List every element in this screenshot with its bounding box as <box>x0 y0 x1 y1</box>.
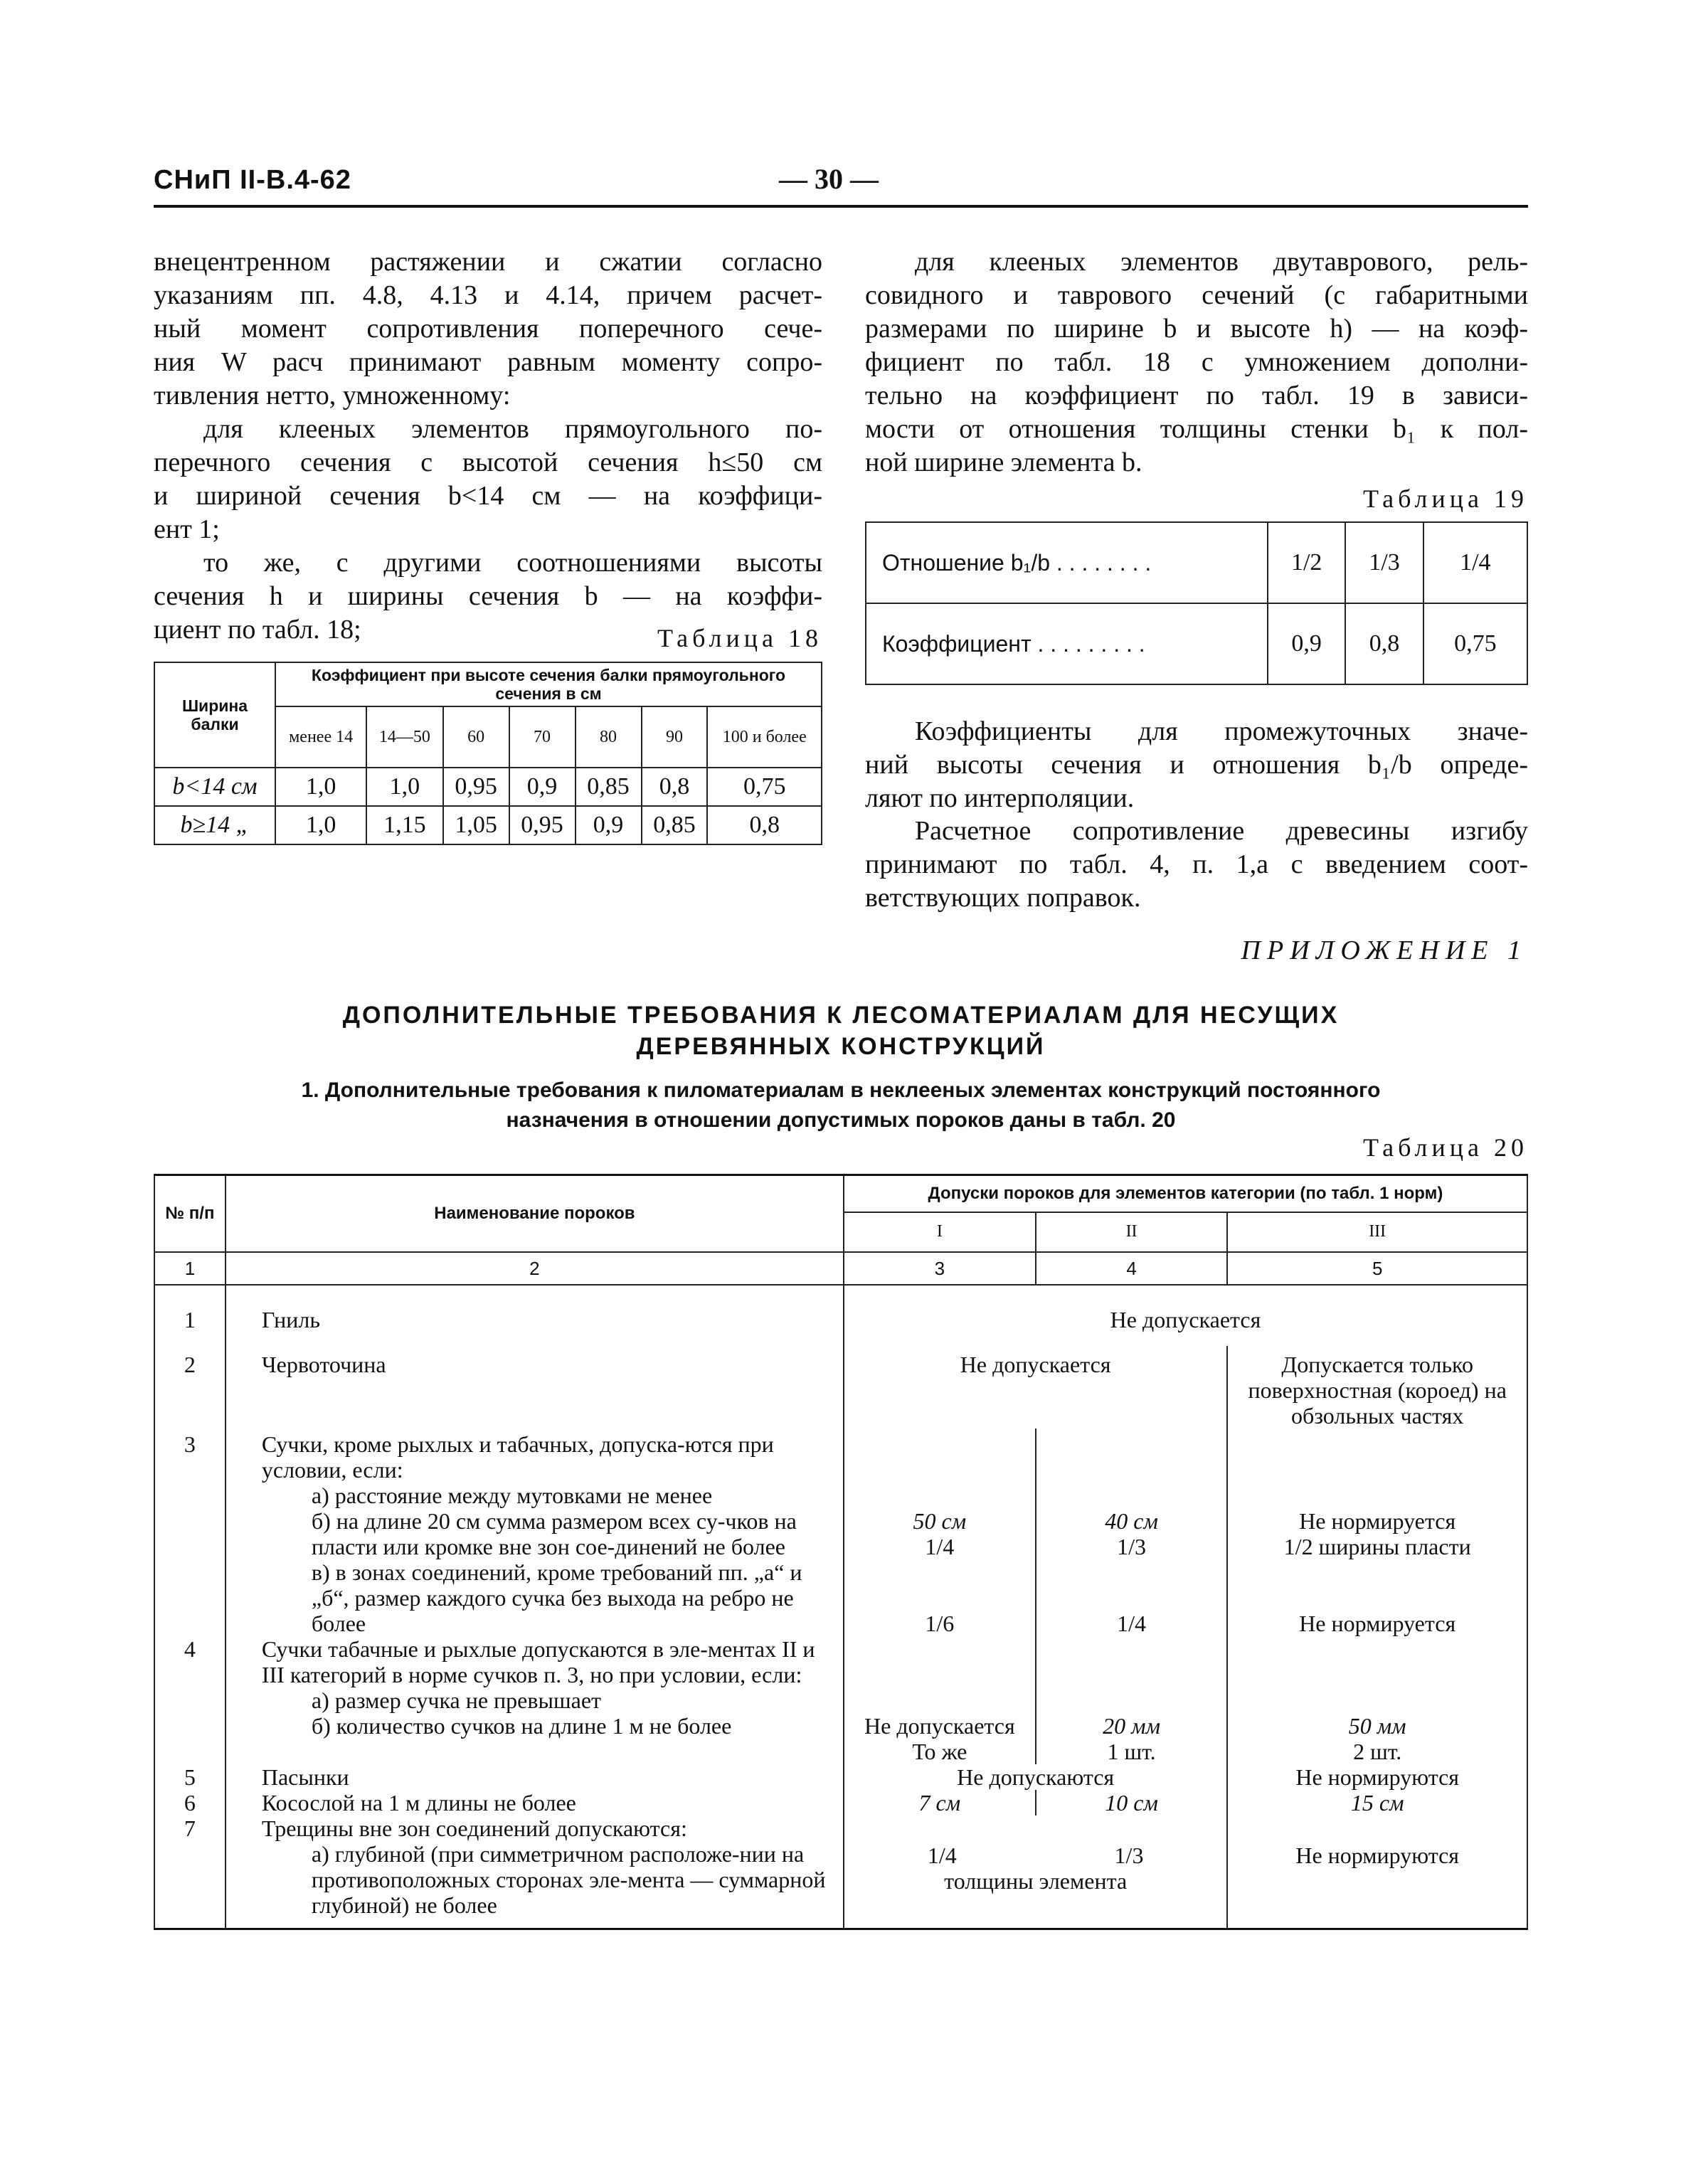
table20-subitem: а) размер сучка не превышает <box>311 1687 601 1713</box>
text-line: ветствующих поправок. <box>865 883 1141 913</box>
table20-cat2-values <box>1036 1428 1228 1636</box>
table-20 <box>154 1174 1528 1930</box>
left-paragraph-1 <box>154 245 822 413</box>
table20-cell: 1/4 <box>1117 1610 1146 1636</box>
table19-row-label: Отношение b₁/b . . . . . . . . <box>866 522 1268 603</box>
right-paragraph-1 <box>865 245 1528 479</box>
table20-row-num: 6 <box>154 1790 226 1815</box>
table20-row-name: Трещины вне зон соединений допускаются: <box>261 1815 687 1841</box>
table20-cell: 50 см <box>913 1507 967 1534</box>
table18-cell: 0,9 <box>576 806 642 844</box>
table20-cell: Допускается только поверхностная (короед) на обзольных частях <box>1227 1346 1527 1428</box>
table20-row-num: 4 <box>154 1636 226 1764</box>
table20-cell: 1/3 <box>1117 1533 1146 1559</box>
table18-cell: 0,9 <box>509 768 576 806</box>
table19-caption: Таблица 19 <box>1363 484 1528 513</box>
text-line: указаниям пп. 4.8, 4.13 и 4.14, причем расчет- <box>154 280 822 310</box>
table20-cell: Не допускается <box>844 1346 1227 1428</box>
table20-caption: Таблица 20 <box>1363 1133 1528 1162</box>
table20-row-7 <box>226 1815 844 1929</box>
table20-cell: 1/4 <box>927 1842 957 1868</box>
table20-index: 4 <box>1036 1252 1228 1285</box>
table20-row-name: Косослой на 1 м длины не более <box>226 1790 844 1815</box>
table20-row-4 <box>226 1636 844 1764</box>
text-line: и шириной сечения b<14 см — на коэффици- <box>154 481 822 511</box>
table20-name-header: Наименование пороков <box>226 1175 844 1252</box>
header-rule <box>154 205 1528 208</box>
table20-row-num: 1 <box>154 1285 226 1346</box>
page-number: — 30 — <box>779 163 879 195</box>
table20-index: 3 <box>844 1252 1036 1285</box>
table20-cell: 50 мм <box>1348 1712 1406 1739</box>
right-paragraph-2 <box>865 715 1528 815</box>
table20-row-3 <box>226 1428 844 1636</box>
table20-cell: 1/6 <box>925 1610 955 1636</box>
table19-cell: 0,8 <box>1345 603 1423 684</box>
table18-caption: Таблица 18 <box>657 624 822 652</box>
text-line: размерами по ширине b и высоте h) — на коэф- <box>865 314 1528 344</box>
text-line: ний высоты сечения и отношения b₁/b опреде- <box>865 750 1528 780</box>
table18-cell: 0,75 <box>707 768 822 806</box>
table18-cell: 0,85 <box>642 806 708 844</box>
table18-row-label: b≥14 „ <box>154 806 275 844</box>
table19-cell: 0,9 <box>1268 603 1345 684</box>
table20-index: 1 <box>154 1252 226 1285</box>
text-line: внецентренном растяжении и сжатии согласно <box>154 247 822 277</box>
text-line: ной ширине элемента b. <box>865 447 1142 477</box>
text-line: фициент по табл. 18 с умножением дополни- <box>865 347 1528 377</box>
table20-cell: 1/4 <box>925 1533 955 1559</box>
table20-cat3-values <box>1227 1428 1527 1636</box>
table18-cell: 1,05 <box>443 806 509 844</box>
table19-cell: 1/3 <box>1345 522 1423 603</box>
appendix-title <box>154 1000 1528 1062</box>
table20-subitem: а) глубиной (при симметричном расположе-нии на противоположных сторонах эле-мента — суммарной глубиной) не более <box>311 1840 826 1918</box>
table20-pair <box>849 1843 1222 1868</box>
table20-cat12-values <box>844 1815 1227 1929</box>
table20-index: 5 <box>1227 1252 1527 1285</box>
table18-height-header: 70 <box>509 706 576 768</box>
text-line: то же, с другими соотношениями высоты <box>203 548 822 578</box>
text-line: тельно на коэффициент по табл. 19 в зависи- <box>865 381 1528 410</box>
table19-row-label: Коэффициент . . . . . . . . . <box>866 603 1268 684</box>
table18-cell: 1,0 <box>275 768 366 806</box>
table20-subitem: а) расстояние между мутовками не менее <box>311 1482 713 1508</box>
table20-cell: Не нормируются <box>1227 1764 1527 1790</box>
table20-cell: Не допускаются <box>844 1764 1227 1790</box>
table19-cell: 0,75 <box>1423 603 1527 684</box>
text-line: Расчетное сопротивление древесины изгибу <box>915 816 1528 846</box>
table20-cat2-header: II <box>1036 1212 1228 1252</box>
text-line: тивления нетто, умноженному: <box>154 381 511 410</box>
document-code: СНиП II-В.4-62 <box>154 165 351 195</box>
text-line: Коэффициенты для промежуточных значе- <box>915 716 1528 746</box>
table18-height-header: 14—50 <box>366 706 442 768</box>
text-line: совидного и таврового сечений (с габаритными <box>865 280 1528 310</box>
text-line: принимают по табл. 4, п. 1,а с введением соот- <box>865 849 1528 879</box>
table20-cell: Не нормируется <box>1299 1507 1456 1534</box>
text-line: перечного сечения с высотой сечения h≤50 см <box>154 447 822 477</box>
table20-cell: 20 мм <box>1103 1712 1160 1739</box>
table20-cell: 7 см <box>844 1790 1036 1815</box>
table20-cell: Не нормируются <box>1227 1815 1527 1929</box>
text-line: циент по табл. 18; <box>154 615 361 645</box>
text-line: ляют по интерполяции. <box>865 783 1135 813</box>
table18-height-header: 100 и более <box>707 706 822 768</box>
table20-cat3-values <box>1227 1636 1527 1764</box>
table20-cat3-header: III <box>1227 1212 1527 1252</box>
table18-cell: 0,8 <box>642 768 708 806</box>
subtitle-line: назначения в отношении допустимых пороков даны в табл. 20 <box>506 1108 1176 1132</box>
table20-row-num: 2 <box>154 1346 226 1428</box>
table18-width-header: Ширина балки <box>154 662 275 768</box>
table19-cell: 1/2 <box>1268 522 1345 603</box>
text-line: сечения h и ширины сечения b — на коэффи- <box>154 581 822 611</box>
table-18 <box>154 662 822 845</box>
table18-height-header: 90 <box>642 706 708 768</box>
text-line: ент 1; <box>154 514 220 544</box>
table20-row-num: 3 <box>154 1428 226 1636</box>
table20-cell: 2 шт. <box>1353 1738 1402 1764</box>
title-line: ДОПОЛНИТЕЛЬНЫЕ ТРЕБОВАНИЯ К ЛЕСОМАТЕРИАЛАМ ДЛЯ НЕСУЩИХ <box>342 1002 1340 1029</box>
table18-row-label: b<14 см <box>154 768 275 806</box>
table20-row-name: Сучки, кроме рыхлых и табачных, допуска-ются при условии, если: <box>261 1431 774 1483</box>
left-paragraph-2 <box>154 413 822 546</box>
table20-subitem: б) количество сучков на длине 1 м не более <box>311 1712 732 1739</box>
title-line: ДЕРЕВЯННЫХ КОНСТРУКЦИЙ <box>636 1033 1046 1060</box>
table20-cat1-values <box>844 1428 1036 1636</box>
table18-group-header: Коэффициент при высоте сечения балки прямоугольного сечения в см <box>275 662 822 706</box>
table20-cat2-values <box>1036 1636 1228 1764</box>
table20-row-name: Сучки табачные и рыхлые допускаются в эле-ментах II и III категорий в норме сучков п. 3, но при условии, если: <box>261 1636 815 1687</box>
table20-cell: 40 см <box>1105 1507 1158 1534</box>
table20-cell: толщины элемента <box>944 1867 1128 1894</box>
table18-cell: 0,95 <box>509 806 576 844</box>
table18-cell: 0,95 <box>443 768 509 806</box>
appendix-label: ПРИЛОЖЕНИЕ 1 <box>1241 935 1527 965</box>
table18-height-header: 60 <box>443 706 509 768</box>
table20-cell: 15 см <box>1227 1790 1527 1815</box>
table20-group-header: Допуски пороков для элементов категории (по табл. 1 норм) <box>844 1175 1527 1212</box>
table20-row-num: 5 <box>154 1764 226 1790</box>
text-line: для клееных элементов прямоугольного по- <box>203 414 822 444</box>
table20-row-name: Червоточина <box>226 1346 844 1428</box>
table20-row-name: Пасынки <box>226 1764 844 1790</box>
table20-index: 2 <box>226 1252 844 1285</box>
text-line: мости от отношения толщины стенки b₁ к пол- <box>865 414 1528 444</box>
table20-cell: 1/2 ширины пласти <box>1283 1533 1471 1559</box>
table18-cell: 0,8 <box>707 806 822 844</box>
text-line: для клееных элементов двутаврового, рель- <box>915 247 1528 277</box>
table20-cell: Не допускается <box>864 1712 1015 1739</box>
table18-cell: 0,85 <box>576 768 642 806</box>
table18-cell: 1,0 <box>275 806 366 844</box>
table20-cell: 10 см <box>1036 1790 1228 1815</box>
table20-cell: 1 шт. <box>1107 1738 1156 1764</box>
table20-row-name: Гниль <box>226 1285 844 1346</box>
table20-num-header: № п/п <box>154 1175 226 1252</box>
table18-cell: 1,0 <box>366 768 442 806</box>
table18-cell: 1,15 <box>366 806 442 844</box>
table18-height-header: 80 <box>576 706 642 768</box>
text-line: ния W расч принимают равным моменту сопро- <box>154 347 822 377</box>
right-paragraph-3 <box>865 815 1528 915</box>
table20-row-num: 7 <box>154 1815 226 1929</box>
table20-cell: То же <box>912 1738 967 1764</box>
table20-cell: 1/3 <box>1114 1842 1144 1868</box>
table19-cell: 1/4 <box>1423 522 1527 603</box>
table20-subitem: в) в зонах соединений, кроме требований пп. „а“ и „б“, размер каждого сучка без выхода на ребро не более <box>311 1559 802 1636</box>
appendix-subtitle <box>154 1076 1528 1135</box>
table20-cat1-header: I <box>844 1212 1036 1252</box>
table20-cell: Не допускается <box>844 1285 1527 1346</box>
table20-subitem: б) на длине 20 см сумма размером всех су-чков на пласти или кромке вне зон сое-динений не более <box>311 1507 797 1559</box>
subtitle-line: 1. Дополнительные требования к пиломатериалам в неклееных элементах конструкций постоянного <box>301 1078 1381 1102</box>
table18-height-header: менее 14 <box>275 706 366 768</box>
table20-cell: Не нормируется <box>1299 1610 1456 1636</box>
table-19 <box>865 521 1528 685</box>
text-line: ный момент сопротивления поперечного сече- <box>154 314 822 344</box>
table20-cat1-values <box>844 1636 1036 1764</box>
